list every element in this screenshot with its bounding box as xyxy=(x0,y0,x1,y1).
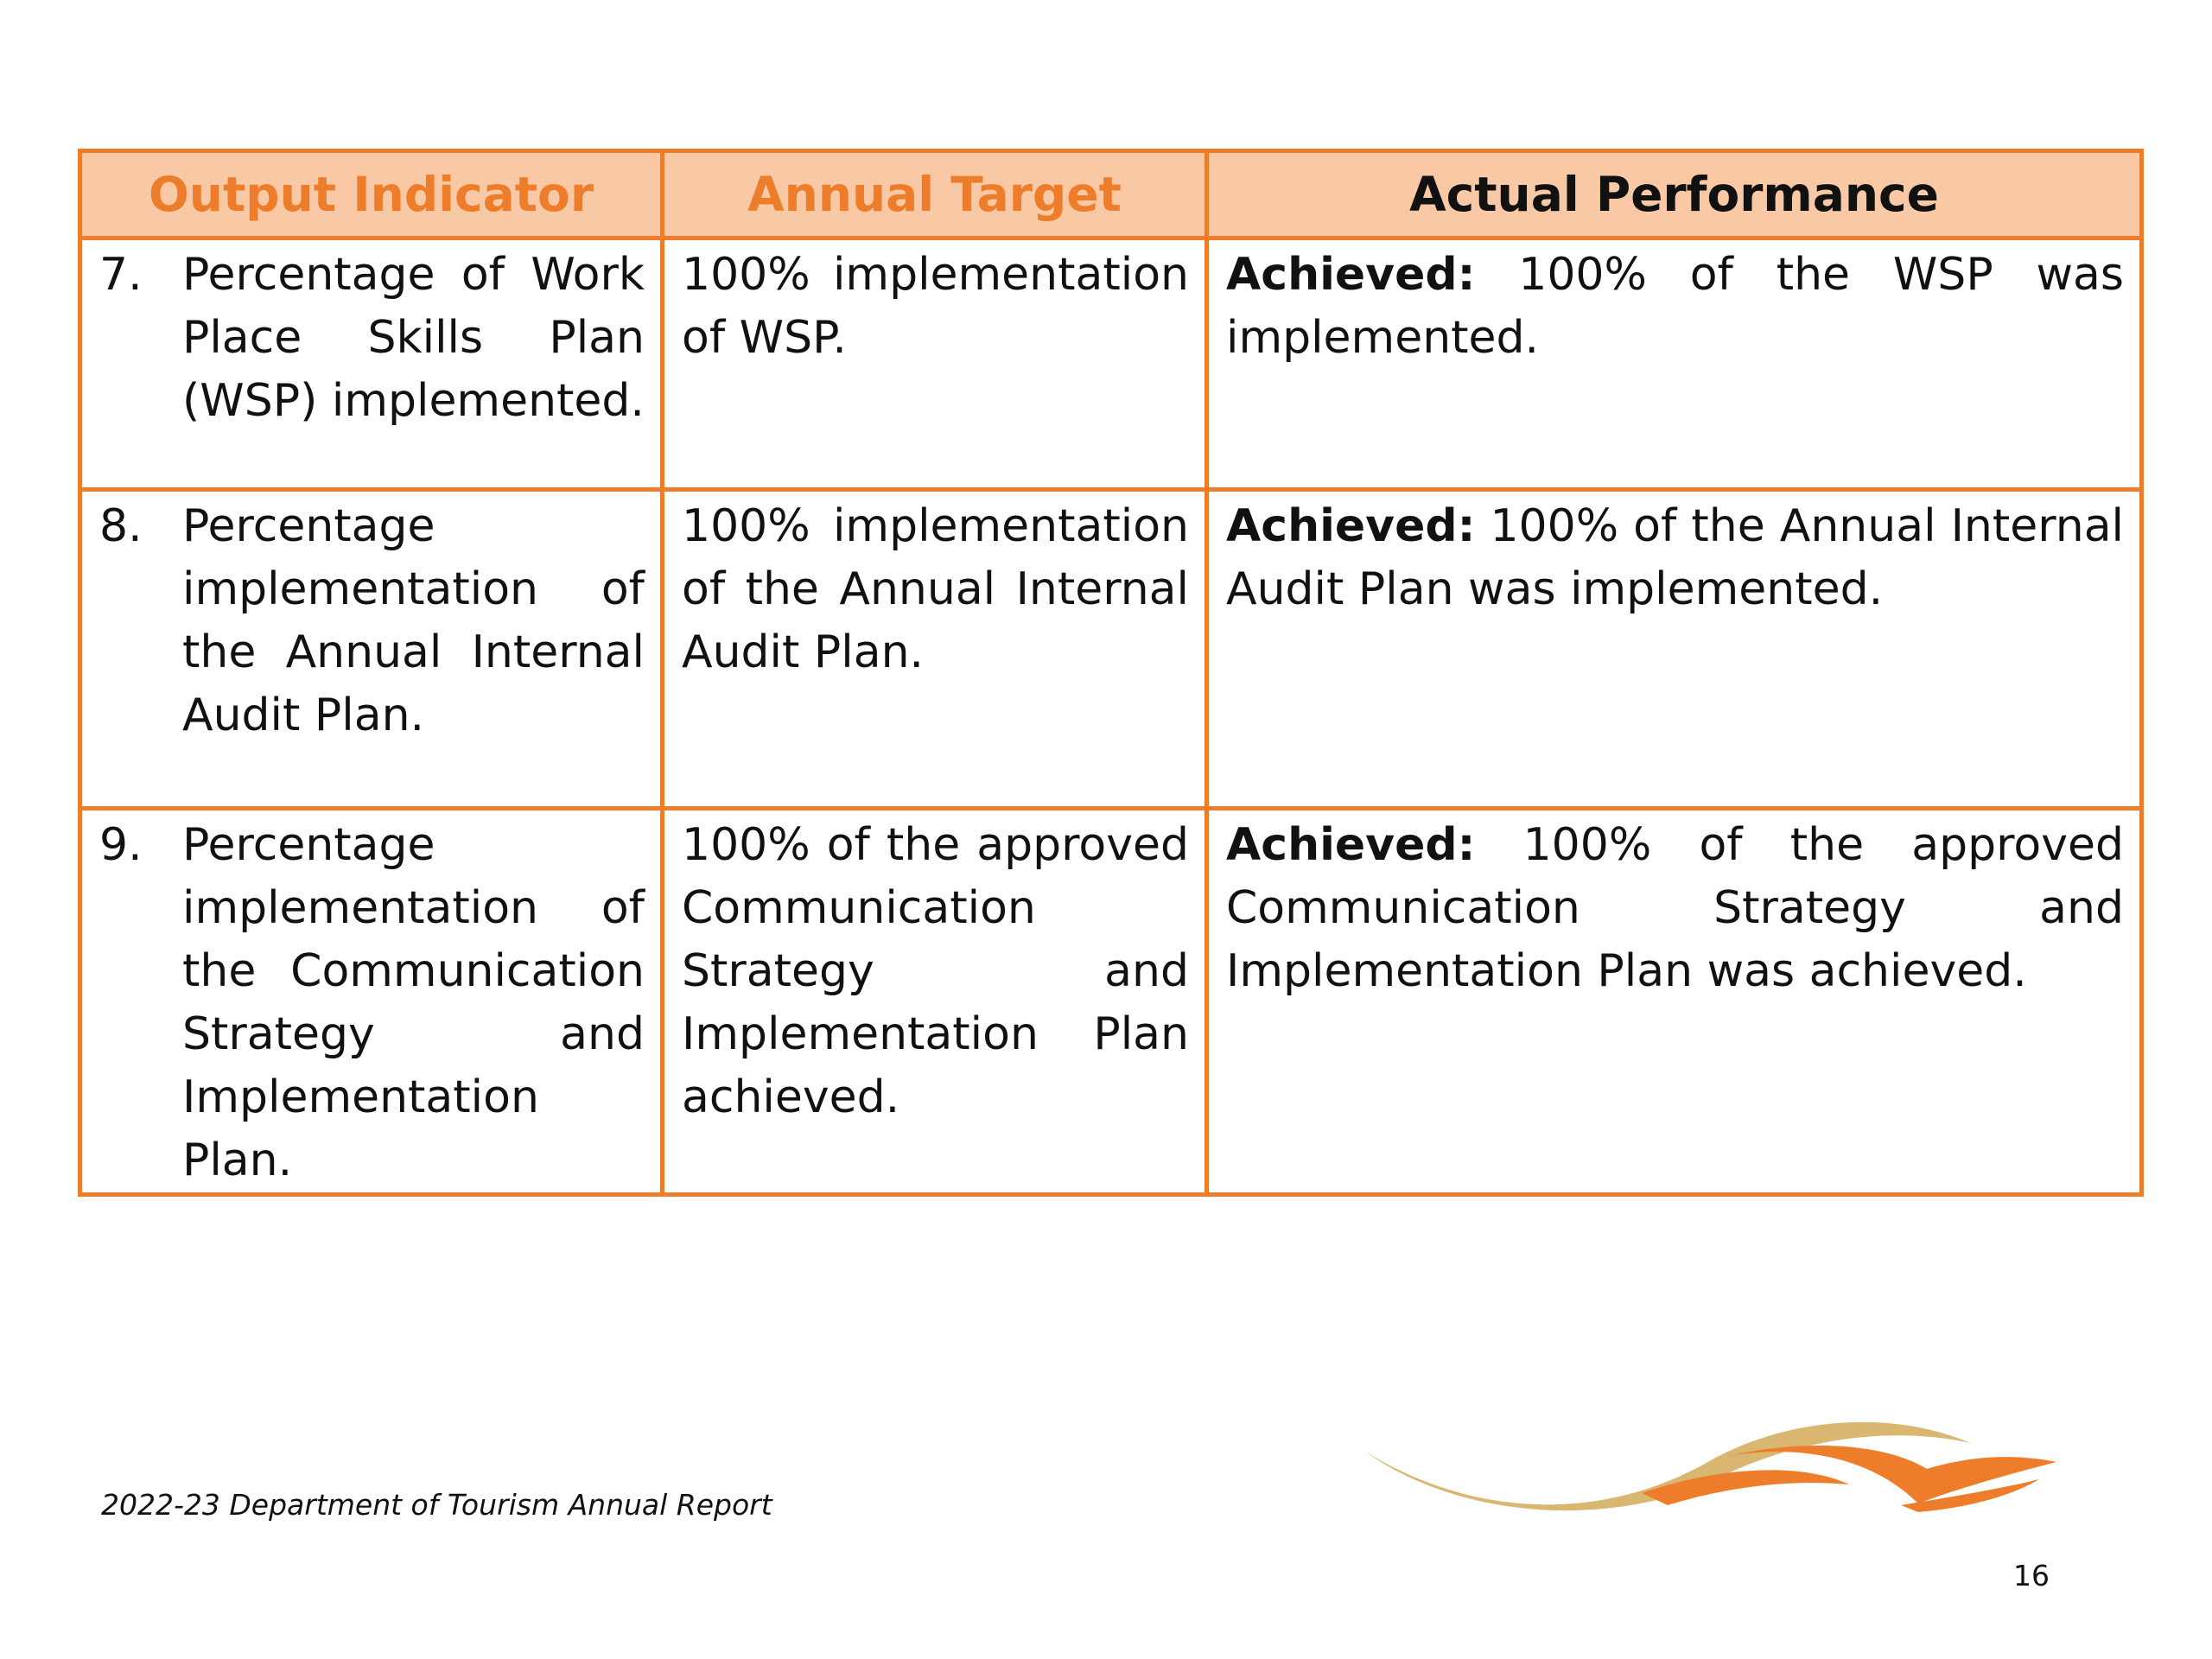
indicator-number: 9. xyxy=(99,819,143,871)
header-output-indicator: Output Indicator xyxy=(80,151,663,238)
indicator-number: 8. xyxy=(99,500,143,552)
table-row xyxy=(80,238,2142,490)
status-label: Achieved: xyxy=(1226,249,1476,301)
indicator-text: Percentage of Work Place Skills Plan (WSP) implemented. xyxy=(182,249,645,427)
indicator-text: Percentage implementation of the Communication Strategy and Implementation Plan. xyxy=(182,819,645,1186)
table-row xyxy=(80,490,2142,809)
performance-cell xyxy=(1207,490,2142,809)
header-actual-performance: Actual Performance xyxy=(1207,151,2142,238)
performance-text: 100% of the WSP was implemented. xyxy=(1226,249,2125,364)
target-cell: 100% implementation of the Annual Internal Audit Plan. xyxy=(663,490,1207,809)
performance-cell xyxy=(1207,238,2142,490)
page-number: 16 xyxy=(2013,1559,2050,1592)
logo-orange-swoosh-left xyxy=(1642,1470,1849,1505)
target-cell: 100% implementation of WSP. xyxy=(663,238,1207,490)
performance-text: 100% of the approved Communication Strategy and Implementation Plan was achieved. xyxy=(1226,819,2124,997)
indicator-cell xyxy=(80,238,663,490)
status-label: Achieved: xyxy=(1226,500,1476,552)
header-annual-target: Annual Target xyxy=(663,151,1207,238)
indicator-cell xyxy=(80,490,663,809)
report-title: 2022-23 Department of Tourism Annual Report xyxy=(101,1488,772,1522)
performance-cell xyxy=(1207,809,2142,1195)
indicator-text: Percentage implementation of the Annual Internal Audit Plan. xyxy=(182,500,645,741)
indicator-number: 7. xyxy=(99,249,143,301)
table-header-row xyxy=(80,151,2142,238)
status-label: Achieved: xyxy=(1226,819,1476,871)
table-row xyxy=(80,809,2142,1195)
indicator-cell xyxy=(80,809,663,1195)
tourism-swoosh-logo-icon xyxy=(1348,1408,2074,1529)
target-cell: 100% of the approved Communication Strategy and Implementation Plan achieved. xyxy=(663,809,1207,1195)
performance-table xyxy=(78,149,2144,1197)
performance-text: 100% of the Annual Internal Audit Plan was implemented. xyxy=(1226,500,2125,615)
